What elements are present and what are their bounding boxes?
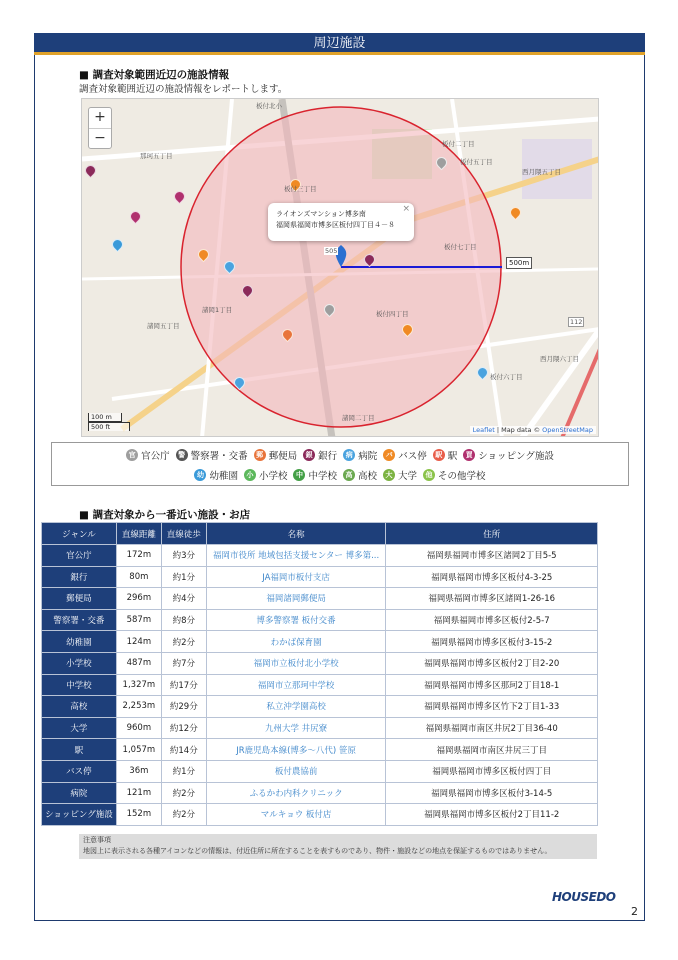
legend-item	[194, 468, 238, 482]
map-legend	[51, 442, 629, 486]
facility-name-link[interactable]: 私立沖学園高校	[206, 696, 386, 718]
walk-time-cell: 約17分	[161, 674, 206, 696]
map-label: 諸岡五丁目	[147, 322, 180, 330]
column-header: 直線徒歩	[161, 523, 206, 545]
scale-meters: 100 m	[88, 413, 122, 422]
table-row	[42, 588, 598, 610]
legend-label: 官公庁	[141, 451, 170, 462]
address-cell: 福岡県福岡市博多区那珂2丁目18-1	[386, 674, 598, 696]
distance-cell: 124m	[116, 631, 161, 653]
column-header: 直線距離	[116, 523, 161, 545]
popup-close-button[interactable]: ×	[402, 204, 410, 214]
legend-label: 幼稚園	[209, 471, 238, 482]
address-cell: 福岡県福岡市博多区板付3-14-5	[386, 782, 598, 804]
table-row	[42, 760, 598, 782]
legend-icon: バ	[383, 449, 395, 461]
page-number: 2	[631, 905, 638, 918]
map-label: 諸岡1丁目	[202, 306, 233, 314]
legend-item	[293, 468, 337, 482]
genre-cell: 病院	[42, 782, 117, 804]
genre-cell: 小学校	[42, 652, 117, 674]
zoom-in-button[interactable]: +	[94, 109, 106, 125]
legend-item	[343, 448, 377, 462]
notes-title: 注意事項	[83, 836, 111, 844]
legend-icon: 他	[423, 469, 435, 481]
road-number: 505	[325, 247, 338, 255]
map-label: 西月隈六丁目	[540, 355, 579, 363]
facility-name-link[interactable]: わかば保育園	[206, 631, 386, 653]
map-label: 板付二丁目	[442, 140, 475, 148]
map-label: 板付四丁目	[376, 310, 409, 318]
column-header: 名称	[206, 523, 386, 545]
legend-item	[423, 468, 486, 482]
facility-name-link[interactable]: 九州大学 井尻寮	[206, 717, 386, 739]
walk-time-cell: 約4分	[161, 588, 206, 610]
walk-time-cell: 約1分	[161, 566, 206, 588]
distance-cell: 172m	[116, 545, 161, 567]
walk-time-cell: 約29分	[161, 696, 206, 718]
attribution-text: | Map data ©	[494, 426, 543, 434]
zoom-control	[88, 107, 112, 149]
walk-time-cell: 約2分	[161, 631, 206, 653]
genre-cell: 大学	[42, 717, 117, 739]
address-cell: 福岡県福岡市博多区諸岡2丁目5-5	[386, 545, 598, 567]
notes-body: 地図上に表示される各種アイコンなどの情報は、付近住所に所在することを表すものであり、物件・施設などの地点を保証するものではありません。	[83, 847, 552, 855]
legend-icon: 郵	[254, 449, 266, 461]
table-row	[42, 717, 598, 739]
legend-label: 駅	[447, 451, 458, 462]
legend-icon: 中	[293, 469, 305, 481]
distance-cell: 121m	[116, 782, 161, 804]
legend-label: 警察署・交番	[190, 451, 248, 462]
legend-item	[176, 448, 248, 462]
address-cell: 福岡県福岡市博多区板付四丁目	[386, 760, 598, 782]
legend-item	[433, 448, 458, 462]
address-cell: 福岡県福岡市南区井尻三丁目	[386, 739, 598, 761]
genre-cell: 駅	[42, 739, 117, 761]
table-row	[42, 804, 598, 826]
distance-cell: 587m	[116, 609, 161, 631]
map-popup	[268, 203, 414, 241]
map[interactable]	[81, 98, 599, 437]
popup-property-address: 福岡県福岡市博多区板付四丁目４－８	[276, 221, 395, 229]
walk-time-cell: 約14分	[161, 739, 206, 761]
legend-row	[52, 468, 628, 482]
facility-table	[41, 522, 598, 826]
facility-name-link[interactable]: 福岡市役所 地域包括支援センター 博多第...	[206, 545, 386, 567]
legend-icon: 警	[176, 449, 188, 461]
walk-time-cell: 約12分	[161, 717, 206, 739]
table-row	[42, 696, 598, 718]
legend-icon: 買	[463, 449, 475, 461]
notes-box	[79, 834, 597, 859]
distance-cell: 80m	[116, 566, 161, 588]
map-label: 板付北小	[256, 102, 282, 110]
osm-link[interactable]: OpenStreetMap	[542, 426, 593, 434]
map-attribution	[470, 426, 596, 434]
map-label: 板付七丁目	[444, 243, 477, 251]
table-row	[42, 782, 598, 804]
walk-time-cell: 約8分	[161, 609, 206, 631]
table-row	[42, 609, 598, 631]
map-label: 板付六丁目	[490, 373, 523, 381]
address-cell: 福岡県福岡市博多区竹下2丁目1-33	[386, 696, 598, 718]
genre-cell: 中学校	[42, 674, 117, 696]
leaflet-link[interactable]: Leaflet	[472, 426, 495, 434]
company-logo: HOUSEDO	[552, 890, 616, 904]
legend-row	[52, 448, 628, 462]
table-row	[42, 652, 598, 674]
table-row	[42, 545, 598, 567]
map-label: 板付五丁目	[460, 158, 493, 166]
facility-name-link[interactable]: JA福岡市板付支店	[206, 566, 386, 588]
distance-cell: 1,327m	[116, 674, 161, 696]
legend-item	[254, 448, 298, 462]
address-cell: 福岡県福岡市博多区板付2-5-7	[386, 609, 598, 631]
legend-label: 小学校	[258, 471, 288, 482]
legend-item	[463, 448, 554, 462]
radius-label: 500m	[506, 257, 532, 269]
facility-name-link[interactable]: 福岡諸岡郵便局	[206, 588, 386, 610]
facility-name-link[interactable]: 福岡市立板付北小学校	[206, 652, 386, 674]
table-body	[42, 545, 598, 826]
legend-label: 病院	[358, 451, 378, 462]
address-cell: 福岡県福岡市博多区板付4-3-25	[386, 566, 598, 588]
legend-item	[303, 448, 337, 462]
distance-cell: 1,057m	[116, 739, 161, 761]
section-title-nearby: ■ 調査対象範囲近辺の施設情報	[79, 69, 230, 81]
section-title-closest: ■ 調査対象から一番近い施設・お店	[79, 509, 251, 521]
facility-name-link[interactable]: マルキョウ 板付店	[206, 804, 386, 826]
legend-icon: 小	[244, 469, 256, 481]
table-row	[42, 566, 598, 588]
map-label: 板付三丁目	[284, 185, 317, 193]
legend-icon: 大	[383, 469, 395, 481]
legend-item	[126, 448, 170, 462]
address-cell: 福岡県福岡市南区井尻2丁目36-40	[386, 717, 598, 739]
table-row	[42, 631, 598, 653]
legend-label: バス停	[398, 451, 427, 462]
address-cell: 福岡県福岡市博多区板付3-15-2	[386, 631, 598, 653]
legend-label: 大学	[398, 471, 418, 482]
distance-cell: 152m	[116, 804, 161, 826]
address-cell: 福岡県福岡市博多区板付2丁目2-20	[386, 652, 598, 674]
walk-time-cell: 約3分	[161, 545, 206, 567]
legend-icon: 銀	[303, 449, 315, 461]
legend-item	[383, 468, 417, 482]
distance-cell: 960m	[116, 717, 161, 739]
facility-name-link[interactable]: ふるかわ内科クリニック	[206, 782, 386, 804]
map-label: 諸岡二丁目	[342, 414, 375, 422]
zoom-out-button[interactable]: −	[89, 128, 111, 148]
legend-label: ショッピング施設	[478, 451, 554, 462]
genre-cell: 高校	[42, 696, 117, 718]
distance-cell: 487m	[116, 652, 161, 674]
legend-icon: 官	[126, 449, 138, 461]
section-subtitle: 調査対象範囲近辺の施設情報をレポートします。	[79, 84, 288, 95]
genre-cell: ショッピング施設	[42, 804, 117, 826]
facility-name-link[interactable]: 博多警察署 板付交番	[206, 609, 386, 631]
address-cell: 福岡県福岡市博多区諸岡1-26-16	[386, 588, 598, 610]
legend-label: 郵便局	[268, 451, 298, 462]
facility-name-link[interactable]: 福岡市立那珂中学校	[206, 674, 386, 696]
map-label: 西月隈五丁目	[522, 168, 561, 176]
legend-label: 高校	[358, 471, 378, 482]
legend-label: その他学校	[438, 471, 486, 482]
distance-cell: 296m	[116, 588, 161, 610]
scale-bar	[88, 413, 130, 431]
distance-cell: 36m	[116, 760, 161, 782]
genre-cell: 警察署・交番	[42, 609, 117, 631]
walk-time-cell: 約7分	[161, 652, 206, 674]
walk-time-cell: 約2分	[161, 804, 206, 826]
legend-item	[383, 448, 427, 462]
popup-property-name: ライオンズマンション博多南	[276, 210, 366, 218]
address-cell: 福岡県福岡市博多区板付2丁目11-2	[386, 804, 598, 826]
facility-name-link[interactable]: JR鹿児島本線(博多～八代) 笹原	[206, 739, 386, 761]
legend-item	[244, 468, 288, 482]
legend-icon: 病	[343, 449, 355, 461]
page-header: 周辺施設	[34, 33, 645, 55]
map-label: 那珂五丁目	[140, 152, 173, 160]
genre-cell: 銀行	[42, 566, 117, 588]
road-number: 112	[570, 318, 583, 326]
legend-icon: 高	[343, 469, 355, 481]
genre-cell: 幼稚園	[42, 631, 117, 653]
table-row	[42, 674, 598, 696]
walk-time-cell: 約2分	[161, 782, 206, 804]
distance-cell: 2,253m	[116, 696, 161, 718]
genre-cell: 官公庁	[42, 545, 117, 567]
genre-cell: バス停	[42, 760, 117, 782]
legend-label: 中学校	[308, 471, 337, 482]
column-header: ジャンル	[42, 523, 117, 545]
scale-feet: 500 ft	[88, 422, 130, 431]
legend-item	[343, 468, 377, 482]
legend-icon: 幼	[194, 469, 206, 481]
facility-name-link[interactable]: 板付農協前	[206, 760, 386, 782]
table-header	[42, 523, 598, 545]
legend-icon: 駅	[433, 449, 445, 461]
column-header: 住所	[386, 523, 598, 545]
genre-cell: 郵便局	[42, 588, 117, 610]
legend-label: 銀行	[318, 451, 338, 462]
walk-time-cell: 約1分	[161, 760, 206, 782]
table-row	[42, 739, 598, 761]
